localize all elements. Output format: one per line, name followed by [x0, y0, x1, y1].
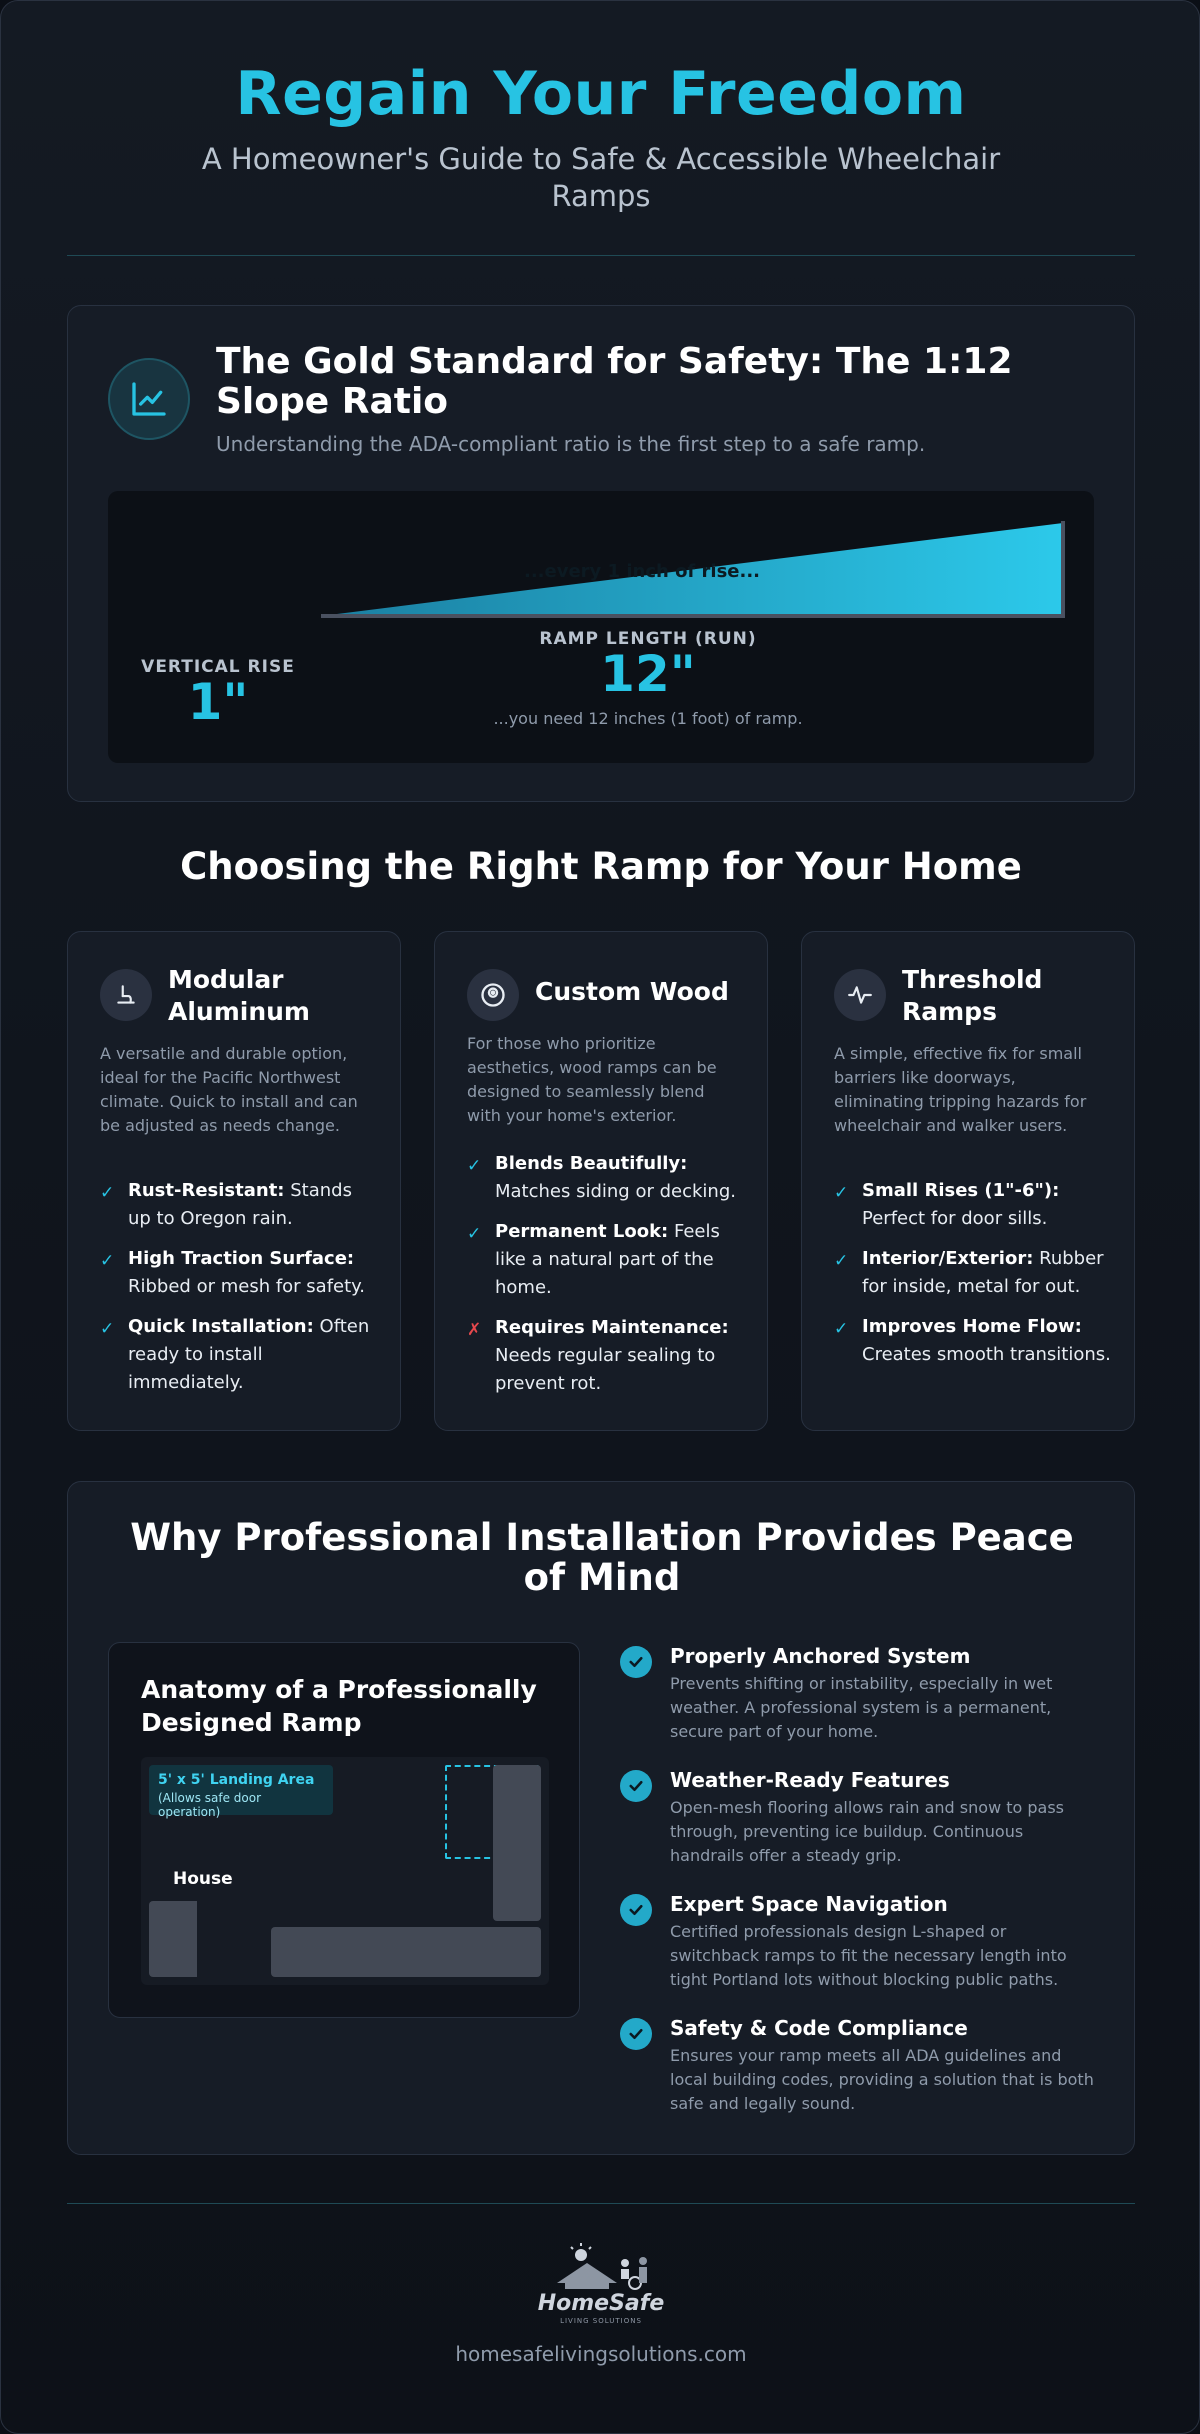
chart-line-icon [108, 358, 190, 440]
ramp-horizontal-segment [271, 1927, 541, 1977]
ramp-card-threshold: Threshold Ramps A simple, effective fix for small barriers like doorways, eliminating tripping hazards for wheelchair and walker users. ✓ Small Rises (1"-6"): Perfect for door sills. ✓ Interior/Exterior: Rubber for inside, metal for out. ✓ Improves Home Flow: Creates smooth transitions. [801, 931, 1135, 1431]
slope-diagram [108, 491, 1094, 763]
pulse-icon [834, 969, 886, 1021]
slope-ratio-card [67, 305, 1135, 802]
check-icon: ✓ [467, 1156, 482, 1176]
anatomy-title: Anatomy of a Professionally Designed Ramp [141, 1675, 537, 1737]
ramp-anatomy-panel [108, 1642, 580, 2018]
check-circle-icon [620, 1770, 652, 1802]
website-url: homesafelivingsolutions.com [455, 2342, 747, 2366]
house-label: House [173, 1869, 233, 1889]
professional-installation-card: Why Professional Installation Provides Peace of Mind Anatomy of a Professionally Designed Ramp 5' x 5' Landing Area (Allows safe door operation) House Properly Anchored System Prevents shifting or instability, especially in wet weather. A professional system is a permanent, secure part of your home. Weather-Ready Features Open-mesh flooring allows rain and snow to pass through, preventing ice buildup. Continuous handrails offer a steady grip. Expert Space Navigation Certified professionals design L-shaped or switchback ramps to fit the necessary length into tight Portland lots without blocking public paths. Safety & Code Compliance Ensures your ramp meets all ADA guidelines and local building codes, providing a solution that is both safe and legally sound. [67, 1481, 1135, 2155]
vertical-rise-value: 1" [187, 673, 249, 731]
check-circle-icon [620, 1646, 652, 1678]
wood-grain-icon [467, 969, 519, 1021]
ramp-card-title: Modular Aluminum [168, 965, 310, 1026]
check-icon: ✓ [100, 1251, 115, 1271]
ramp-vertical-segment [493, 1765, 541, 1921]
homesafe-logo: HomeSafe LIVING SOLUTIONS [537, 2241, 665, 2331]
rise-caption: ...every 1 inch of rise... [524, 561, 761, 582]
professional-title: Why Professional Installation Provides Peace of Mind [130, 1516, 1074, 1599]
ramp-card-description: For those who prioritize aesthetics, wood ramps can be designed to seamlessly blend with your home's exterior. [467, 1034, 717, 1125]
ramp-card-modular-aluminum: Modular Aluminum A versatile and durable option, ideal for the Pacific Northwest climate. Quick to install and can be adjusted as needs change. ✓ Rust-Resistant: Stands up to Oregon rain. ✓ High Traction Surface: Ribbed or mesh for safety. ✓ Quick Installation: Often ready to install immediately. [67, 931, 401, 1431]
choosing-section-title: Choosing the Right Ramp for Your Home [180, 845, 1022, 888]
check-icon: ✓ [834, 1251, 849, 1271]
footer-divider [67, 2203, 1135, 2204]
ramp-card-title: Threshold Ramps [902, 965, 1043, 1026]
header-divider [67, 255, 1135, 256]
page-subtitle: A Homeowner's Guide to Safe & Accessible Wheelchair Ramps [201, 142, 1001, 213]
landing-area-label: 5' x 5' Landing Area (Allows safe door operation) [149, 1765, 333, 1815]
ramp-length-caption: ...you need 12 inches (1 foot) of ramp. [493, 709, 803, 728]
check-icon: ✓ [834, 1183, 849, 1203]
slope-title: The Gold Standard for Safety: The 1:12 Slope Ratio [216, 341, 1013, 422]
slope-description: Understanding the ADA-compliant ratio is the first step to a safe ramp. [216, 432, 926, 456]
check-icon: ✓ [100, 1183, 115, 1203]
vertical-rise-label: VERTICAL RISE [141, 657, 295, 677]
page-title: Regain Your Freedom [235, 59, 967, 129]
check-circle-icon [620, 2018, 652, 2050]
ramp-step-icon [100, 969, 152, 1021]
cross-icon: ✗ [467, 1320, 482, 1340]
ramp-card-description: A simple, effective fix for small barriers like doorways, eliminating tripping hazards for wheelchair and walker users. [834, 1044, 1087, 1135]
check-icon: ✓ [834, 1319, 849, 1339]
logo-graphic [537, 2241, 665, 2293]
ramp-layout-diagram [141, 1757, 549, 1985]
house-block [149, 1901, 197, 1977]
ramp-length-label: RAMP LENGTH (RUN) [539, 629, 757, 649]
check-circle-icon [620, 1894, 652, 1926]
ramp-card-title: Custom Wood [535, 977, 729, 1006]
check-icon: ✓ [100, 1319, 115, 1339]
ramp-length-value: 12" [600, 645, 696, 703]
check-icon: ✓ [467, 1224, 482, 1244]
ramp-card-custom-wood: Custom Wood For those who prioritize aesthetics, wood ramps can be designed to seamlessly blend with your home's exterior. ✓ Blends Beautifully: Matches siding or decking. ✓ Permanent Look: Feels like a natural part of the home. ✗ Requires Maintenance: Needs regular sealing to prevent rot. [434, 931, 768, 1431]
ramp-card-description: A versatile and durable option, ideal for the Pacific Northwest climate. Quick to install and can be adjusted as needs change. [100, 1044, 358, 1135]
